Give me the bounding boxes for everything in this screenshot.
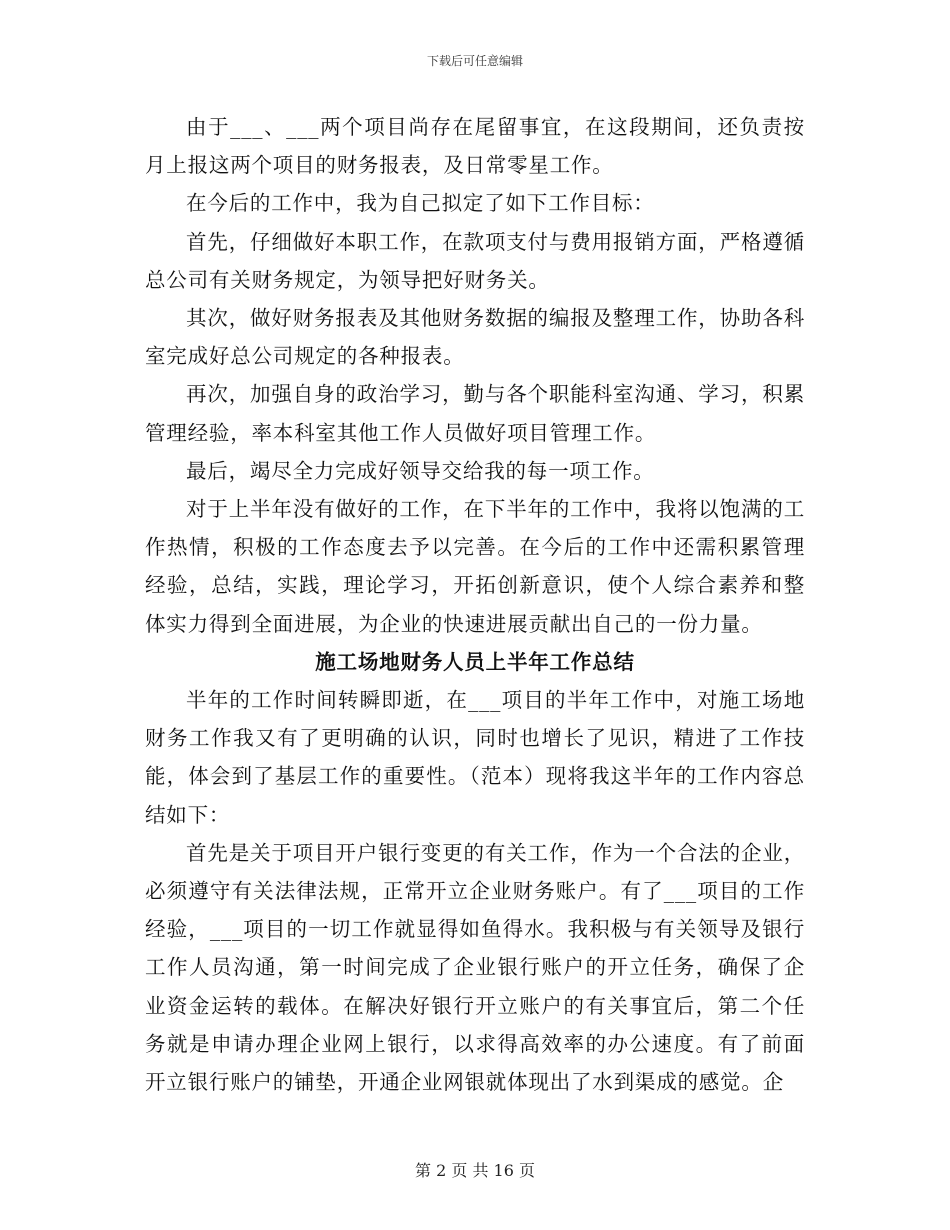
paragraph: 首先，仔细做好本职工作，在款项支付与费用报销方面，严格遵循总公司有关财务规定，为领导把好财务关。 [145, 229, 805, 292]
paragraph: 最后，竭尽全力完成好领导交给我的每一项工作。 [186, 458, 655, 483]
page-header: 下载后可任意编辑 [426, 54, 523, 68]
paragraph: 再次，加强自身的政治学习，勤与各个职能科室沟通、学习，积累管理经验，率本科室其他工作人员做好项目管理工作。 [145, 382, 805, 445]
paragraph: 首先是关于项目开户银行变更的有关工作，作为一个合法的企业，必须遵守有关法律法规，正常开立企业财务账户。有了___项目的工作经验，___项目的一切工作就显得如鱼得水。我积极与有关领导及银行工作人员沟通，第一时间完成了企业银行账户的开立任务，确保了企业资金运转的载体。在解决好银行开立账户的有关事宜后，第二个任务就是申请办理企业网上银行，以求得高效率的办公速度。有了前面开立银行账户的铺垫，开通企业网银就体现出了水到渠成的感觉。企 [145, 840, 805, 1095]
paragraph: 由于___、___两个项目尚存在尾留事宜，在这段期间，还负责按月上报这两个项目的财务报表，及日常零星工作。 [145, 115, 805, 178]
paragraph: 其次，做好财务报表及其他财务数据的编报及整理工作，协助各科室完成好总公司规定的各种报表。 [145, 306, 805, 369]
section-title: 施工场地财务人员上半年工作总结 [315, 649, 635, 674]
page-number-footer: 第 2 页 共 16 页 [415, 1161, 535, 1180]
paragraph: 半年的工作时间转瞬即逝，在___项目的半年工作中，对施工场地财务工作我又有了更明确的认识，同时也增长了见识，精进了工作技能，体会到了基层工作的重要性。（范本）现将我这半年的工作内容总结如下： [145, 688, 805, 827]
paragraph: 对于上半年没有做好的工作，在下半年的工作中，我将以饱满的工作热情，积极的工作态度去予以完善。在今后的工作中还需积累管理经验，总结，实践，理论学习，开拓创新意识，使个人综合素养和整体实力得到全面进展，为企业的快速进展贡献出自己的一份力量。 [145, 497, 805, 636]
paragraph: 在今后的工作中，我为自己拟定了如下工作目标： [186, 191, 655, 216]
document-body [145, 108, 805, 1101]
